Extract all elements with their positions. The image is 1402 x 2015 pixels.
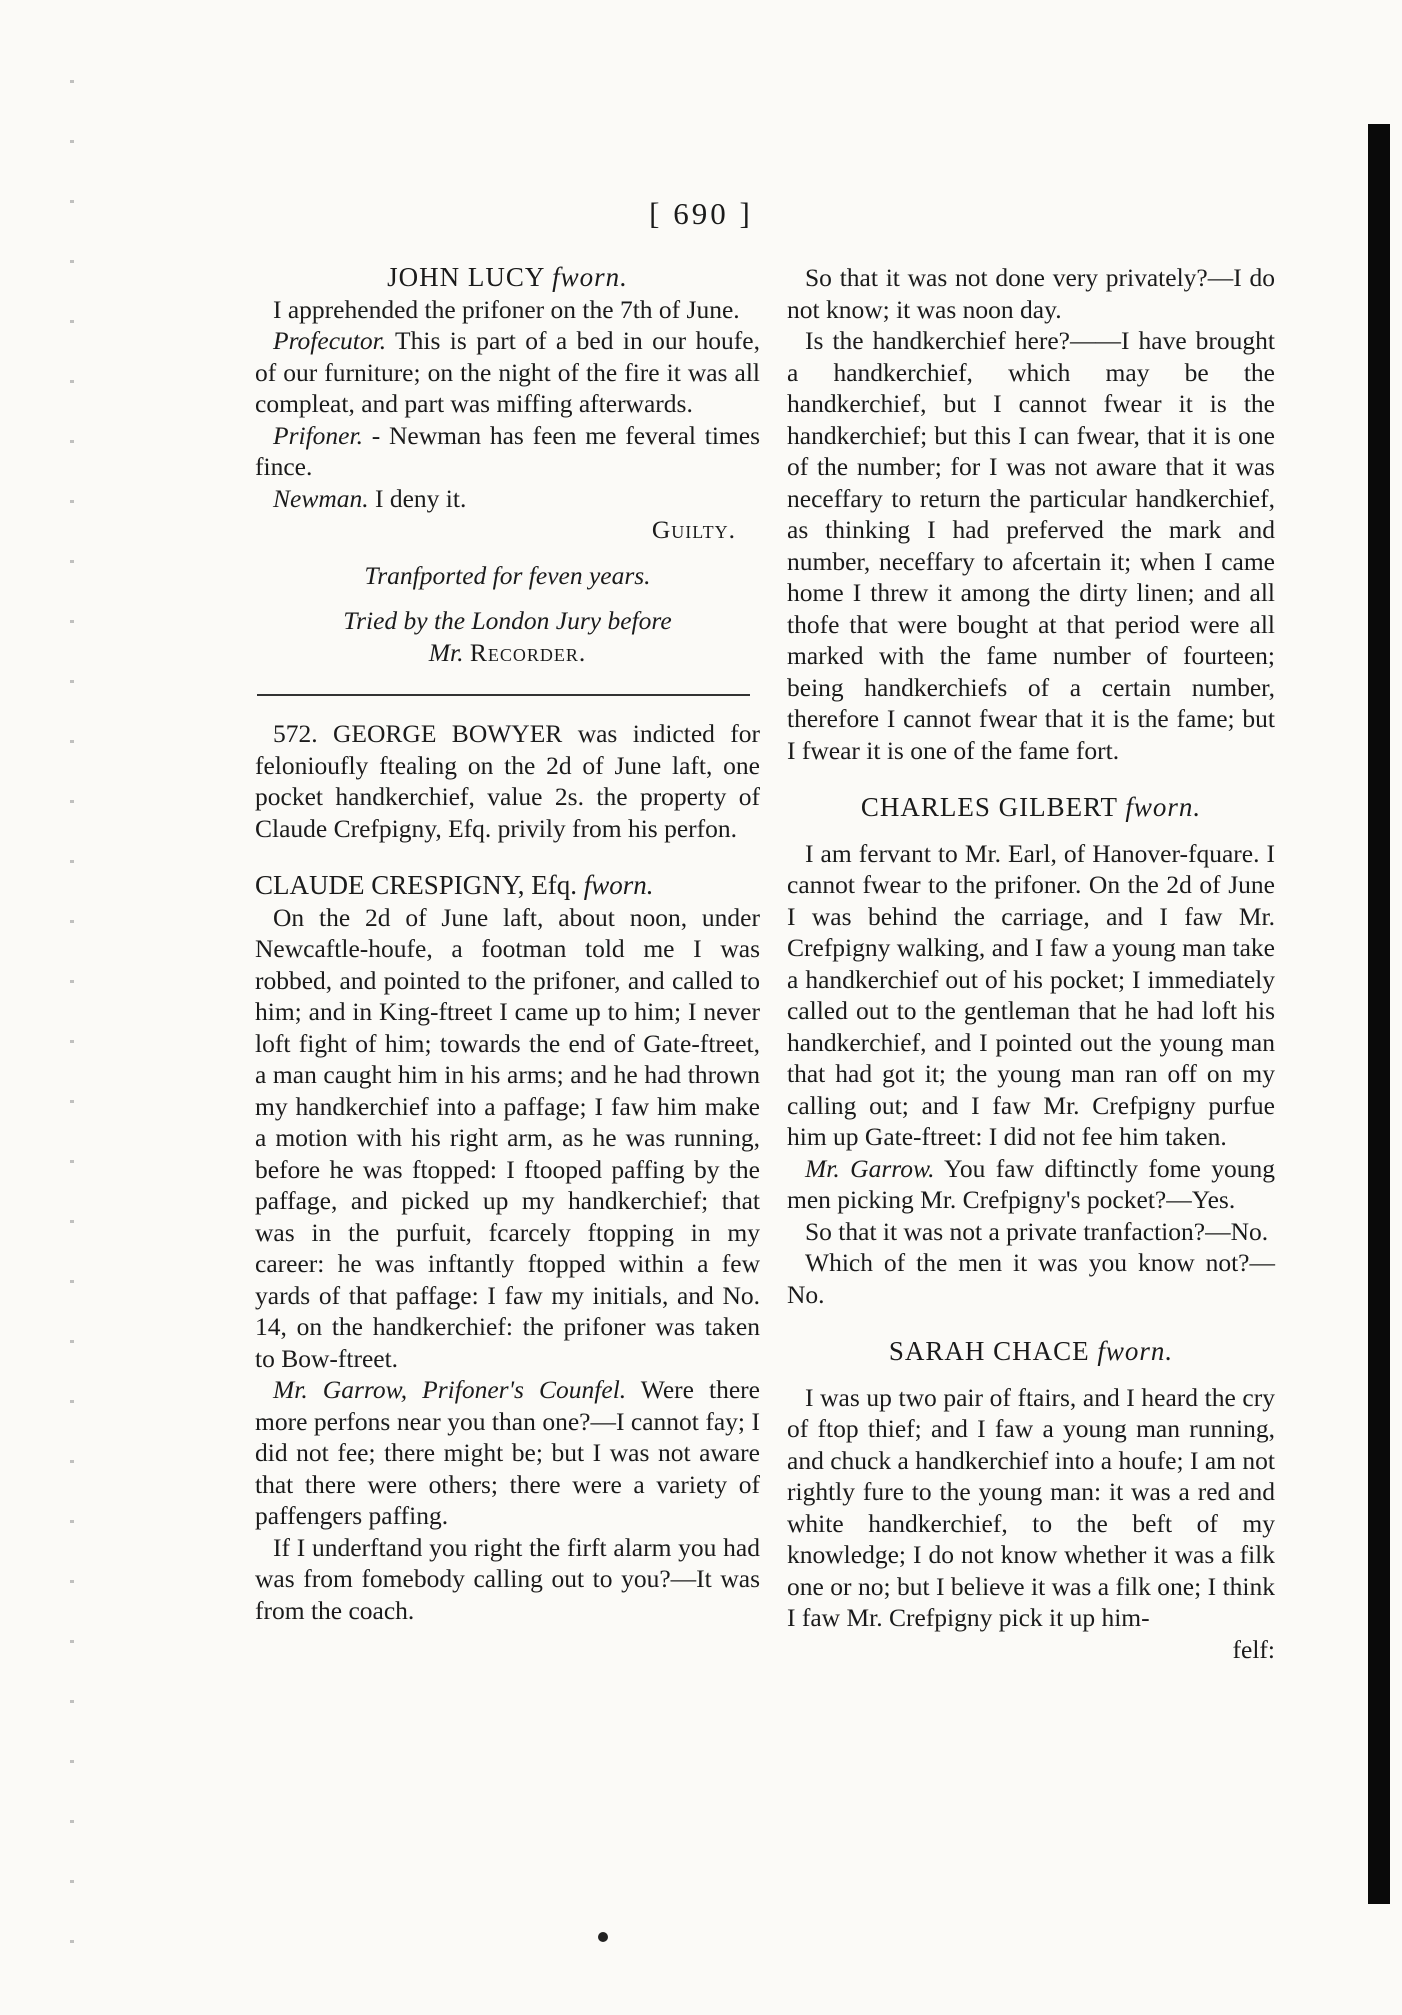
witness-heading-chace: SARAH CHACE fworn. — [888, 1336, 1174, 1366]
testimony-paragraph: So that it was not done very privately?—I do not know; it was noon day. — [787, 263, 1275, 324]
scan-edge-marks — [70, 80, 74, 1960]
witness-heading-crespigny: CLAUDE CRESPIGNY, Efq. fworn. — [255, 870, 654, 900]
testimony-paragraph: I was up two pair of ftairs, and I heard the cry of ftop thief; and I faw a young man running, and chuck a handkerchief into a houfe; I am not rightly fure to the young man: it was a red and white handkerchief, to the beft of my knowledge; I do not know whether it was a filk one or no; but I believe it was a filk one; I think I faw Mr. Crefpigny pick it up him- — [787, 1382, 1275, 1632]
recorder-line: Mr. Recorder. — [428, 637, 587, 667]
testimony-paragraph: Which of the men it was you know not?—No. — [787, 1248, 1275, 1309]
sentence: Tranfported for feven years. — [364, 560, 651, 590]
verdict: Guilty. — [651, 515, 736, 544]
testimony-paragraph: So that it was not a private tranfaction?—No. — [805, 1216, 1269, 1246]
section-divider — [257, 694, 750, 696]
testimony-paragraph: I am fervant to Mr. Earl, of Hanover-fquare. I cannot fwear to the prifoner. On the 2d of June I was behind the carriage, and I faw Mr. Crefpigny walking, and I faw a young man take a handkerchief out of his pocket; I immediately called out to the gentleman that he had loft his handkerchief, and I pointed out the young man that had got it; the young man ran off on my calling out; and I faw Mr. Crefpigny purfue him up Gate-ftreet: I did not fee him taken. — [787, 838, 1275, 1151]
scan-binding-shadow — [1368, 124, 1390, 1904]
testimony-paragraph: If I underftand you right the firft alarm you had was from fomebody calling out to you?—It was from the coach. — [255, 1532, 760, 1625]
testimony-paragraph: Profecutor. This is part of a bed in our houfe, of our furniture; on the night of the fire it was all compleat, and part was miffing afterwards. — [255, 326, 760, 418]
witness-heading-lucy: JOHN LUCY fworn. — [387, 262, 628, 292]
page-number: [ 690 ] — [649, 196, 753, 231]
testimony-paragraph: I apprehended the prifoner on the 7th of June. — [273, 294, 740, 324]
testimony-paragraph: Is the handkerchief here?——I have brought a handkerchief, which may be the handkerchief, but I cannot fwear it is the handkerchief; but this I can fwear, that it is one of the number; for I was not aware that it was neceffary to return the particular handkerchief, as thinking I had preferved the mark and number, neceffary to afcertain it; when I came home I threw it among the dirty linen; and all thofe that were bought at that period were all marked with the fame number of fourteen; being handkerchiefs of a certain number, therefore I cannot fwear that it is the fame; but I fwear it is one of the fame fort. — [787, 326, 1275, 765]
tried-before: Tried by the London Jury before — [343, 606, 672, 635]
testimony-paragraph: On the 2d of June laft, about noon, under Newcaftle-houfe, a footman told me I was robbed, and pointed to the prifoner, and called to him; and in King-ftreet I came up to him; I never loft fight of him; towards the end of Gate-ftreet, a man caught him in his arms; and he had thrown my handkerchief into a paffage; I faw him make a motion with his right arm, as he was running, before he was ftopped: I ftooped paffing by the paffage, and picked up my handkerchief; that was in the purfuit, fcarcely ftopping in my career: he was inftantly ftopped within a few yards of that paffage: I faw my initials, and No. 14, on the handkerchief: the prifoner was taken to Bow-ftreet. — [255, 902, 760, 1373]
left-column — [255, 262, 760, 1626]
ink-dot — [598, 1932, 608, 1942]
testimony-paragraph: Mr. Garrow. You faw diftinctly fome young men picking Mr. Crefpigny's pocket?—Yes. — [787, 1153, 1275, 1214]
catchword: felf: — [1232, 1634, 1275, 1664]
testimony-paragraph: Newman. I deny it. — [273, 483, 467, 513]
testimony-paragraph: Mr. Garrow, Prifoner's Counfel. Were there more perfons near you than one?—I cannot fay; I did not fee; there might be; but I was not aware that there were others; there were a variety of paffengers paffing. — [255, 1375, 760, 1530]
witness-heading-gilbert: CHARLES GILBERT fworn. — [860, 792, 1202, 822]
case-summary: 572. GEORGE BOWYER was indicted for felonioufly ftealing on the 2d of June laft, one pocket handkerchief, value 2s. the property of Claude Crefpigny, Efq. privily from his perfon. — [255, 719, 761, 843]
testimony-paragraph: Prifoner. - Newman has feen me feveral times fince. — [255, 420, 760, 481]
right-column — [787, 262, 1275, 1665]
